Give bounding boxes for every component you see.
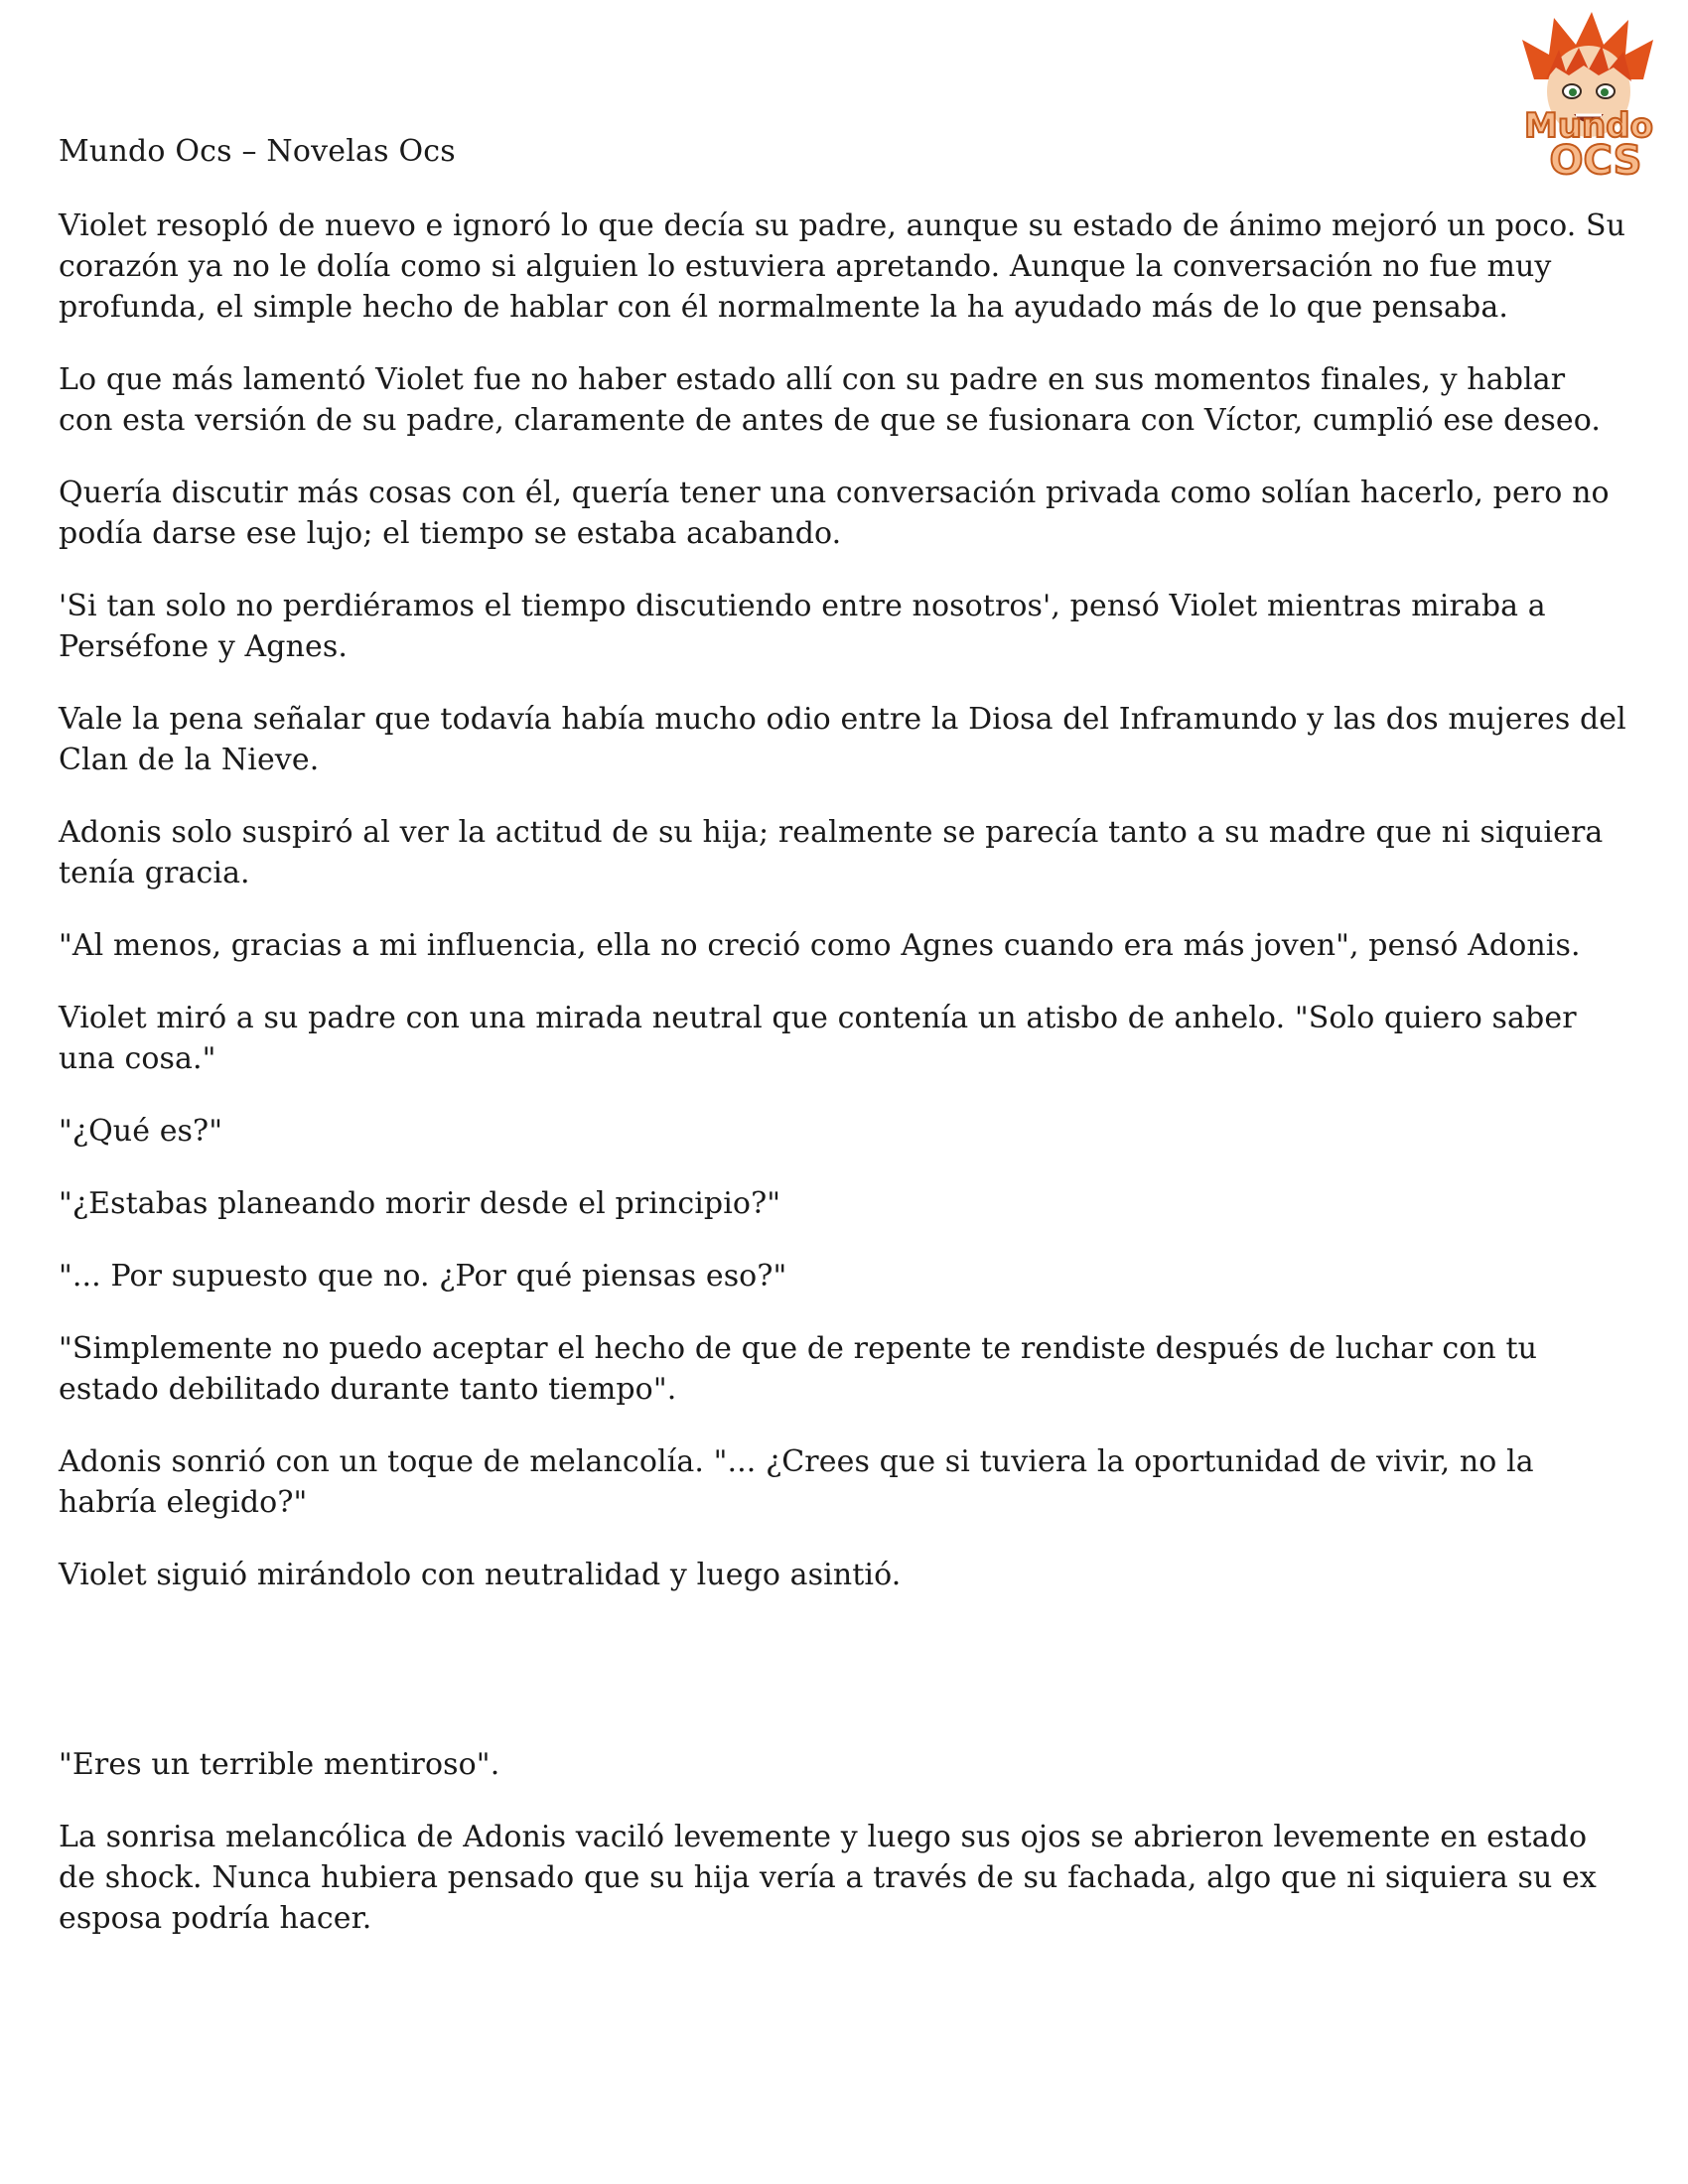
paragraph: Violet siguió mirándolo con neutralidad y luego asintió.	[59, 1558, 902, 1592]
paragraph: Lo que más lamentó Violet fue no haber estado allí con su padre en sus momentos finales, y hablar con esta versión de su padre, claramente de antes de que se fusionara con Víctor, cumplió ese deseo.	[59, 362, 1601, 438]
paragraph: 'Si tan solo no perdiéramos el tiempo discutiendo entre nosotros', pensó Violet mientras miraba a Perséfone y Agnes.	[59, 589, 1546, 664]
paragraph: "... Por supuesto que no. ¿Por qué piensas eso?"	[59, 1259, 787, 1294]
paragraph: Adonis solo suspiró al ver la actitud de su hija; realmente se parecía tanto a su madre que ni siquiera tenía gracia.	[59, 815, 1604, 890]
paragraph: Quería discutir más cosas con él, quería tener una conversación privada como solían hacerlo, pero no podía darse ese lujo; el tiempo se estaba acabando.	[59, 476, 1610, 551]
paragraph: Adonis sonrió con un toque de melancolía. "... ¿Crees que si tuviera la oportunidad de vivir, no la habría elegido?"	[59, 1444, 1534, 1520]
mundo-ocs-logo	[1504, 10, 1673, 184]
paragraph: "Simplemente no puedo aceptar el hecho de que de repente te rendiste después de luchar con tu estado debilitado durante tanto tiempo".	[59, 1331, 1538, 1407]
paragraph: "Al menos, gracias a mi influencia, ella no creció como Agnes cuando era más joven", pensó Adonis.	[59, 928, 1581, 963]
svg-text:Mundo: Mundo	[1524, 106, 1653, 146]
paragraph: "Eres un terrible mentiroso".	[59, 1747, 500, 1782]
mascot-icon	[1504, 10, 1673, 184]
paragraph: La sonrisa melancólica de Adonis vaciló levemente y luego sus ojos se abrieron levemente en estado de shock. Nunca hubiera pensado que su hija vería a través de su fachada, algo que ni siquiera su ex esposa podría hacer.	[59, 1820, 1597, 1936]
paragraph: "¿Qué es?"	[59, 1114, 223, 1149]
paragraph: Violet miró a su padre con una mirada neutral que contenía un atisbo de anhelo. "Solo quiero saber una cosa."	[59, 1001, 1577, 1076]
chapter-body	[59, 205, 1627, 1971]
page-header: Mundo Ocs – Novelas Ocs	[59, 134, 456, 169]
paragraph: Vale la pena señalar que todavía había mucho odio entre la Diosa del Inframundo y las dos mujeres del Clan de la Nieve.	[59, 702, 1626, 777]
paragraph: "¿Estabas planeando morir desde el principio?"	[59, 1186, 781, 1221]
svg-text:OCS: OCS	[1549, 138, 1642, 184]
paragraph: Violet resopló de nuevo e ignoró lo que decía su padre, aunque su estado de ánimo mejoró un poco. Su corazón ya no le dolía como si alguien lo estuviera apretando. Aunque la conversación no fue muy profunda, el simple hecho de hablar con él normalmente la ha ayudado más de lo que pensaba.	[59, 208, 1626, 325]
